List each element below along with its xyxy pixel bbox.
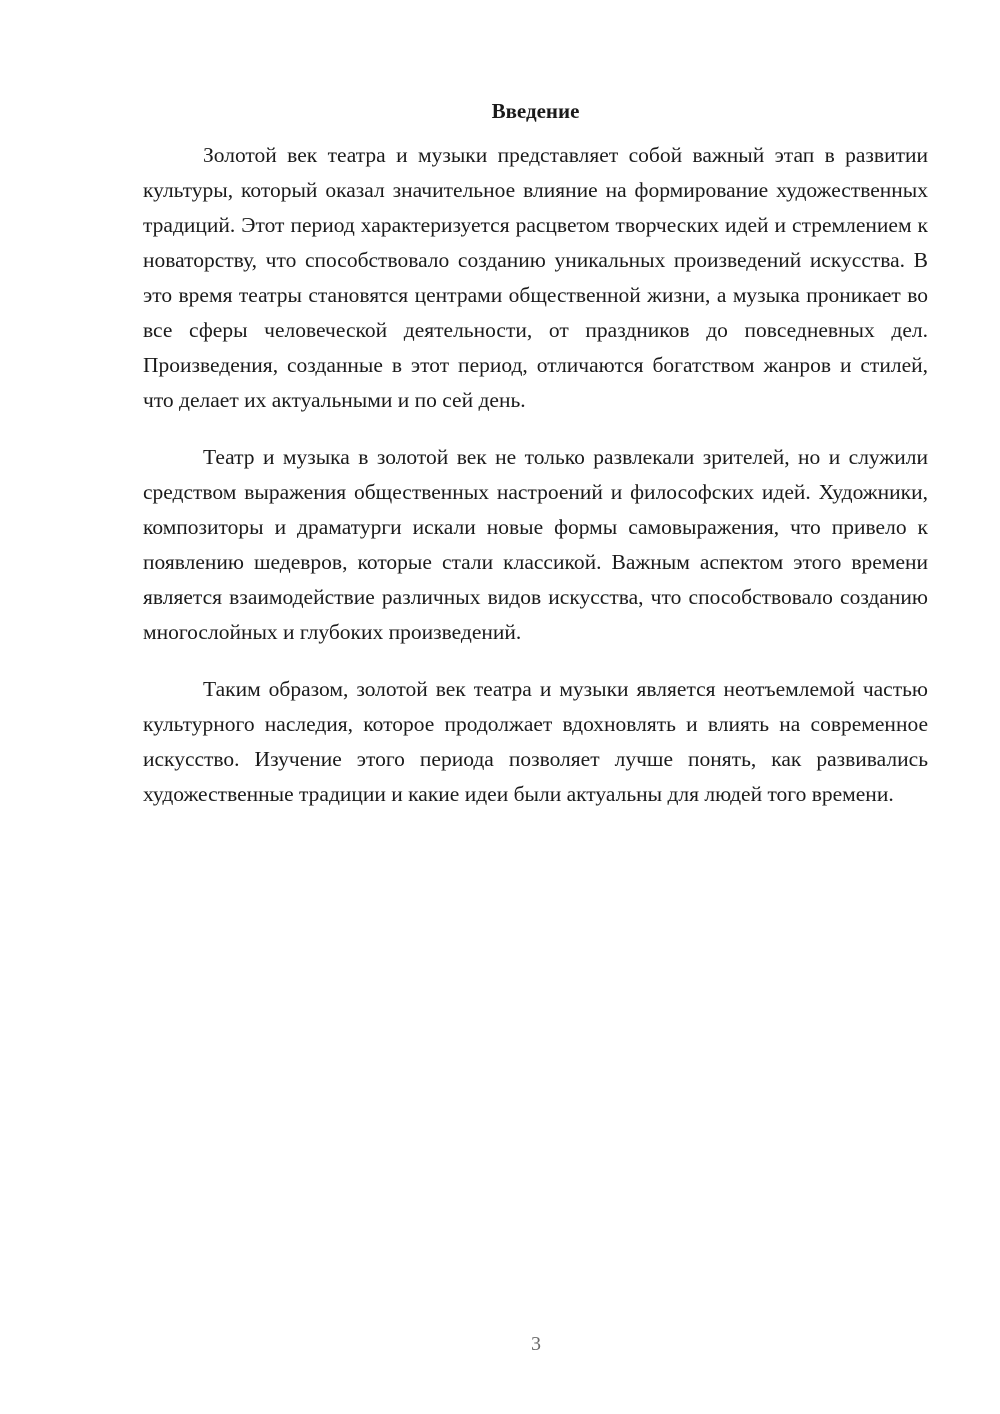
- paragraph-1: Золотой век театра и музыки представляет собой важный этап в развитии культуры, который оказал значительное влияние на формирование художественных традиций. Этот период характеризуется расцветом творческих идей и стремлением к новаторству, что способствовало созданию уникальных произведений искусства. В это время театры становятся центрами общественной жизни, а музыка проникает во все сферы человеческой деятельности, от праздников до повседневных дел. Произведения, созданные в этот период, отличаются богатством жанров и стилей, что делает их актуальными и по сей день.: [143, 143, 928, 412]
- page-content: [143, 96, 928, 834]
- page-number: 3: [531, 1333, 541, 1355]
- paragraph-3: Таким образом, золотой век театра и музыки является неотъемлемой частью культурного наследия, которое продолжает вдохновлять и влиять на современное искусство. Изучение этого периода позволяет лучше понять, как развивались художественные традиции и какие идеи были актуальны для людей того времени.: [143, 677, 928, 806]
- section-heading: Введение: [491, 99, 580, 123]
- paragraph-2: Театр и музыка в золотой век не только развлекали зрителей, но и служили средством выражения общественных настроений и философских идей. Художники, композиторы и драматурги искали новые формы самовыражения, что привело к появлению шедевров, которые стали классикой. Важным аспектом этого времени является взаимодействие различных видов искусства, что способствовало созданию многослойных и глубоких произведений.: [143, 445, 928, 644]
